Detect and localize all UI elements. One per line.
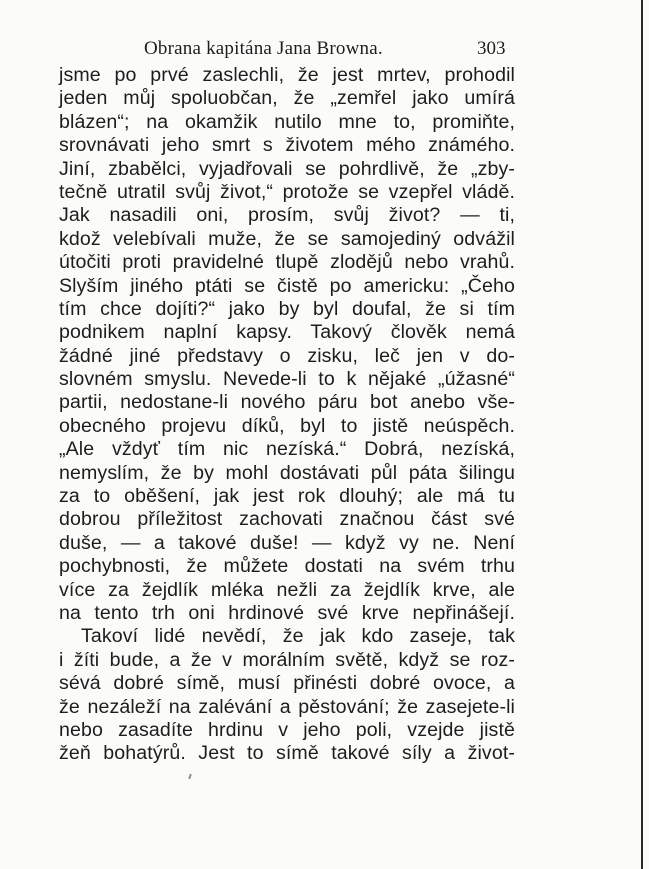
text-line: podnikem naplní kapsy. Takový člověk nemá (59, 321, 515, 344)
text-line: srovnávati jeho smrt s životem mého známého. (59, 134, 515, 157)
text-line: Jak nasadili oni, prosím, svůj život? — ti, (59, 204, 515, 227)
text-line: kdož velebívali muže, že se samojediný odvážil (59, 227, 515, 250)
text-line: útočiti proti pravidelné tlupě zlodějů nebo vrahů. (59, 251, 515, 274)
text-line: obecného projevu díků, byl to jistě neúspěch. (59, 414, 515, 437)
page-number: 303 (477, 38, 506, 59)
text-line: tečně utratil svůj život,“ protože se vzepřel vládě. (59, 180, 515, 203)
text-line: na tento trh oni hrdinové své krve nepřinášejí. (59, 601, 515, 624)
page-edge-line (641, 0, 643, 869)
text-line: dobrou příležitost zachovati značnou část své (59, 508, 515, 531)
text-line: žádné jiné představy o zisku, leč jen v do- (59, 344, 515, 367)
text-line: Slyším jiného ptáti se čistě po americku: „Čeho (59, 274, 515, 297)
text-line: že nezáleží na zalévání a pěstování; že zasejete-li (59, 695, 515, 718)
text-line: partii, nedostane-li nového páru bot anebo vše- (59, 391, 515, 414)
text-line: nemyslím, že by mohl dostávati půl páta šilingu (59, 461, 515, 484)
text-line: sévá dobré símě, musí přinésti dobré ovoce, a (59, 672, 515, 695)
text-line: více za žejdlík mléka nežli za žejdlík krve, ale (59, 578, 515, 601)
text-line: pochybnosti, že můžete dostati na svém trhu (59, 555, 515, 578)
text-line: za to oběšení, jak jest rok dlouhý; ale má tu (59, 485, 515, 508)
text-line: duše, — a takové duše! — když vy ne. Není (59, 531, 515, 554)
text-line: „Ale vždyť tím nic nezíská.“ Dobrá, nezíská, (59, 438, 515, 461)
text-line: blázen“; na okamžik nutilo mne to, promiňte, (59, 110, 515, 133)
text-line: nebo zasadíte hrdinu v jeho poli, vzejde jistě (59, 718, 515, 741)
text-line: tím chce dojíti?“ jako by byl doufal, že si tím (59, 297, 515, 320)
page-header (0, 38, 649, 62)
text-line: i žíti bude, a že v morálním světě, když se roz- (59, 648, 515, 671)
text-line: jsme po prvé zaslechli, že jest mrtev, prohodil (59, 64, 515, 86)
text-line: žeň bohatýrů. Jest to símě takové síly a život- (59, 742, 515, 765)
text-line: jeden můj spoluobčan, že „zemřel jako umírá (59, 87, 515, 110)
body-text (59, 64, 515, 766)
text-line: Takoví lidé nevědí, že jak kdo zaseje, tak (81, 625, 515, 648)
text-line: Jiní, zbabělci, vyjadřovali se pohrdlivě, že „zby- (59, 157, 515, 180)
text-line: slovném smyslu. Nevede-li to k nějaké „úžasné“ (59, 368, 515, 391)
running-title: Obrana kapitána Jana Browna. (144, 38, 383, 59)
print-speck (188, 774, 192, 779)
